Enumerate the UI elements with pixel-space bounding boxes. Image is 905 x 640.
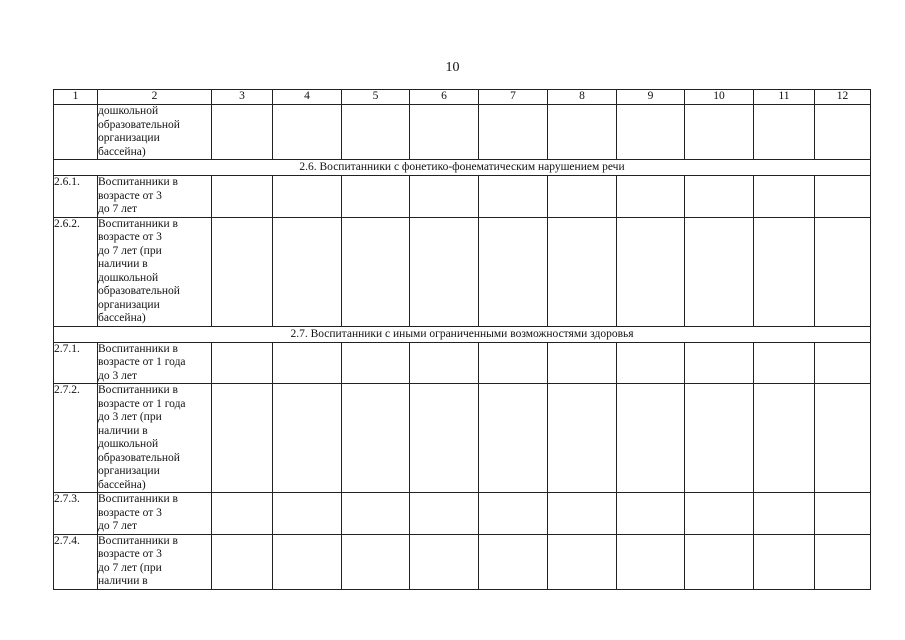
table-cell xyxy=(212,384,273,493)
table-cell xyxy=(548,217,617,326)
table-cell xyxy=(410,217,479,326)
section-title: 2.7. Воспитанники с иными ограниченными возможностями здоровья xyxy=(54,326,871,342)
table-cell xyxy=(410,534,479,589)
table-cell xyxy=(754,342,815,384)
table-cell xyxy=(212,493,273,535)
table-cell xyxy=(548,176,617,218)
table-cell xyxy=(342,384,410,493)
table-cell xyxy=(754,176,815,218)
table-cell xyxy=(617,176,685,218)
table-cell xyxy=(479,105,548,160)
table-cell xyxy=(815,176,871,218)
table-cell xyxy=(479,342,548,384)
table-row xyxy=(54,105,871,160)
table-cell xyxy=(273,176,342,218)
table-cell xyxy=(815,342,871,384)
table-cell xyxy=(754,534,815,589)
column-header: 6 xyxy=(410,90,479,105)
table-cell xyxy=(212,534,273,589)
table-cell xyxy=(617,384,685,493)
table-cell xyxy=(342,342,410,384)
table-cell xyxy=(479,534,548,589)
table-cell xyxy=(617,217,685,326)
section-header-row xyxy=(54,160,871,176)
table-cell xyxy=(212,176,273,218)
data-table xyxy=(53,89,871,590)
table-cell xyxy=(273,493,342,535)
column-header: 10 xyxy=(685,90,754,105)
column-header: 4 xyxy=(273,90,342,105)
table-cell xyxy=(548,493,617,535)
table-cell xyxy=(548,105,617,160)
table-cell xyxy=(815,534,871,589)
row-number: 2.7.4. xyxy=(54,534,98,589)
table-row xyxy=(54,176,871,218)
table-cell xyxy=(685,176,754,218)
table-cell xyxy=(342,534,410,589)
row-number: 2.7.3. xyxy=(54,493,98,535)
table-cell xyxy=(479,217,548,326)
table-cell xyxy=(479,176,548,218)
row-description: Воспитанники в возрасте от 3 до 7 лет xyxy=(98,176,212,218)
table-cell xyxy=(617,534,685,589)
table-cell xyxy=(342,176,410,218)
section-title: 2.6. Воспитанники с фонетико-фонематическим нарушением речи xyxy=(54,160,871,176)
table-cell xyxy=(685,105,754,160)
table-cell xyxy=(273,342,342,384)
table-cell xyxy=(273,384,342,493)
row-number: 2.7.2. xyxy=(54,384,98,493)
column-header: 9 xyxy=(617,90,685,105)
column-header: 3 xyxy=(212,90,273,105)
table-row xyxy=(54,493,871,535)
table-cell xyxy=(617,342,685,384)
column-header: 2 xyxy=(98,90,212,105)
table-cell xyxy=(212,217,273,326)
table-cell xyxy=(754,493,815,535)
column-number-header-row xyxy=(54,90,871,105)
column-header: 11 xyxy=(754,90,815,105)
table-cell xyxy=(410,493,479,535)
row-number: 2.6.2. xyxy=(54,217,98,326)
table-cell xyxy=(754,384,815,493)
table-cell xyxy=(479,384,548,493)
table-cell xyxy=(754,217,815,326)
table-cell xyxy=(410,342,479,384)
table-cell xyxy=(212,105,273,160)
column-header: 12 xyxy=(815,90,871,105)
table-cell xyxy=(548,384,617,493)
table-cell xyxy=(342,217,410,326)
table-cell xyxy=(815,105,871,160)
table-cell xyxy=(410,384,479,493)
row-description: Воспитанники в возрасте от 3 до 7 лет xyxy=(98,493,212,535)
table-cell xyxy=(754,105,815,160)
table-cell xyxy=(815,217,871,326)
row-description: Воспитанники в возрасте от 1 года до 3 лет xyxy=(98,342,212,384)
table-cell xyxy=(410,105,479,160)
row-number: 2.6.1. xyxy=(54,176,98,218)
column-header: 5 xyxy=(342,90,410,105)
table-cell xyxy=(617,493,685,535)
column-header: 1 xyxy=(54,90,98,105)
row-description: Воспитанники в возрасте от 3 до 7 лет (при наличии в xyxy=(98,534,212,589)
table-cell xyxy=(617,105,685,160)
table-cell xyxy=(685,342,754,384)
table-cell xyxy=(815,384,871,493)
table-cell xyxy=(815,493,871,535)
row-description: Воспитанники в возрасте от 3 до 7 лет (при наличии в дошкольной образовательной организации бассейна) xyxy=(98,217,212,326)
table-cell xyxy=(342,105,410,160)
table-cell xyxy=(479,493,548,535)
table-cell xyxy=(548,342,617,384)
section-header-row xyxy=(54,326,871,342)
table-row xyxy=(54,534,871,589)
table-cell xyxy=(685,217,754,326)
table-cell xyxy=(273,534,342,589)
table-cell xyxy=(685,493,754,535)
table-cell xyxy=(273,105,342,160)
table-row xyxy=(54,217,871,326)
column-header: 8 xyxy=(548,90,617,105)
table-cell xyxy=(685,384,754,493)
table-cell xyxy=(273,217,342,326)
table-cell xyxy=(548,534,617,589)
table-row xyxy=(54,384,871,493)
table-row xyxy=(54,342,871,384)
table-cell xyxy=(212,342,273,384)
page-number: 10 xyxy=(445,60,460,75)
row-number xyxy=(54,105,98,160)
column-header: 7 xyxy=(479,90,548,105)
row-number: 2.7.1. xyxy=(54,342,98,384)
row-description: Воспитанники в возрасте от 1 года до 3 лет (при наличии в дошкольной образовательной организации бассейна) xyxy=(98,384,212,493)
table-cell xyxy=(410,176,479,218)
table-cell xyxy=(342,493,410,535)
table-cell xyxy=(685,534,754,589)
row-description: дошкольной образовательной организации бассейна) xyxy=(98,105,212,160)
